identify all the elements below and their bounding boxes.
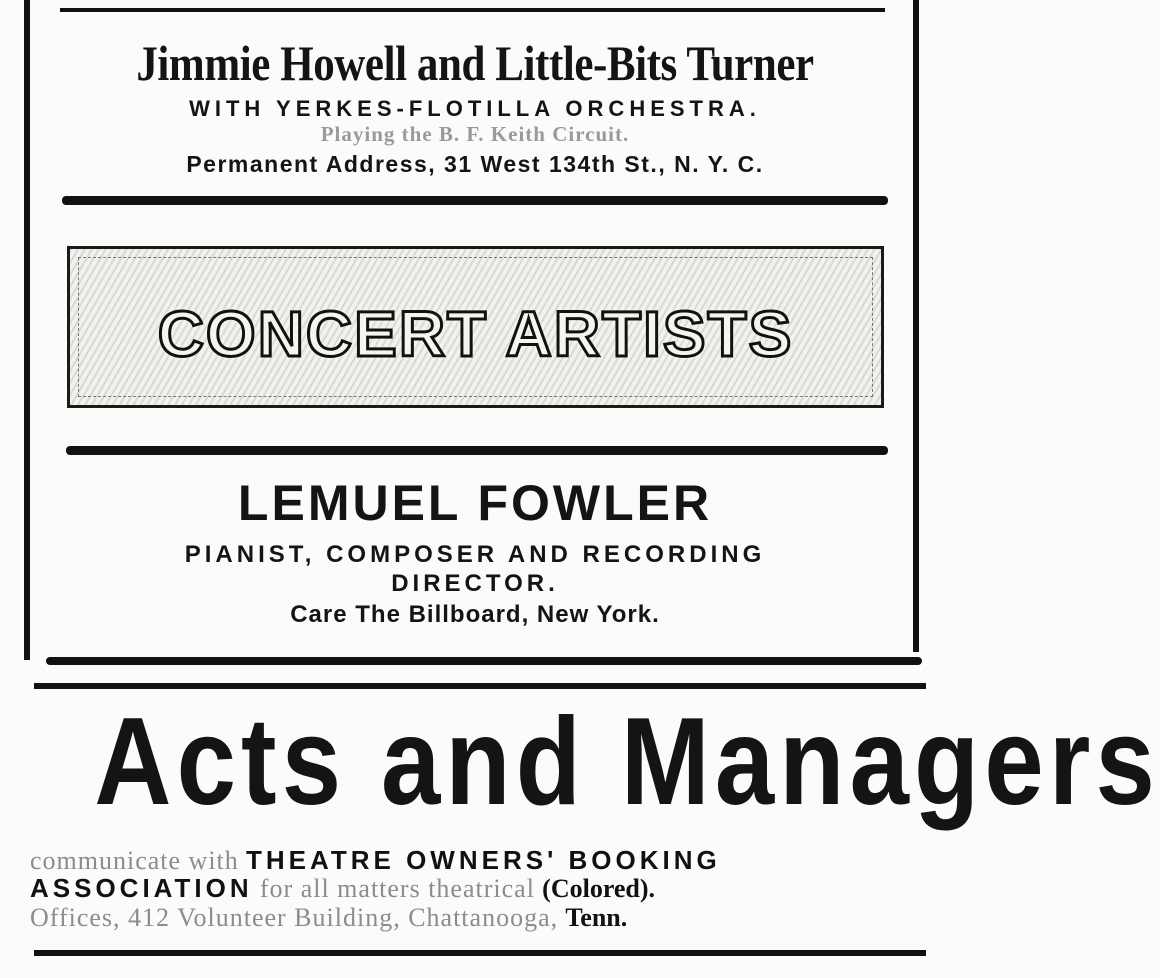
managers-ad-line-3 xyxy=(30,902,950,933)
fowler-ad-profession: PIANIST, COMPOSER AND RECORDING xyxy=(184,541,766,568)
managers-ad-state: Tenn. xyxy=(565,903,628,932)
managers-ad-line-1 xyxy=(30,845,950,876)
frame-left-border xyxy=(24,0,30,660)
howell-ad-circuit: Playing the B. F. Keith Circuit. xyxy=(320,122,630,146)
fowler-ad-address: Care The Billboard, New York. xyxy=(290,601,660,628)
managers-ad-line-2-text: for all matters theatrical xyxy=(259,874,535,903)
top-rule xyxy=(60,8,885,12)
managers-ad-association: ASSOCIATION xyxy=(30,873,253,903)
howell-ad-subtitle: WITH YERKES-FLOTILLA ORCHESTRA. xyxy=(189,96,761,121)
divider-rule-2 xyxy=(66,446,888,455)
concert-artists-banner xyxy=(67,246,884,408)
banner-heading: CONCERT ARTISTS xyxy=(157,298,794,370)
howell-ad-address: Permanent Address, 31 West 134th St., N. Y. C. xyxy=(186,151,764,177)
frame-right-border xyxy=(913,0,919,652)
divider-rule-3 xyxy=(46,657,922,665)
managers-ad-line-1-lead: communicate with xyxy=(30,846,239,875)
managers-ad-colored: (Colored). xyxy=(542,874,656,903)
managers-ad-offices: Offices, 412 Volunteer Building, Chattanooga, xyxy=(30,903,559,932)
managers-ad-company-name: THEATRE OWNERS' BOOKING xyxy=(246,845,721,875)
fowler-ad-name: LEMUEL FOWLER xyxy=(237,475,713,531)
managers-ad-line-2 xyxy=(30,873,950,904)
acts-managers-title: Acts and Managers xyxy=(94,693,1160,831)
bottom-rule xyxy=(34,950,926,956)
divider-rule-1 xyxy=(62,196,888,205)
fowler-ad-profession-cont: DIRECTOR. xyxy=(391,570,559,597)
howell-ad-title: Jimmie Howell and Little-Bits Turner xyxy=(136,35,814,91)
divider-rule-4 xyxy=(34,683,926,689)
